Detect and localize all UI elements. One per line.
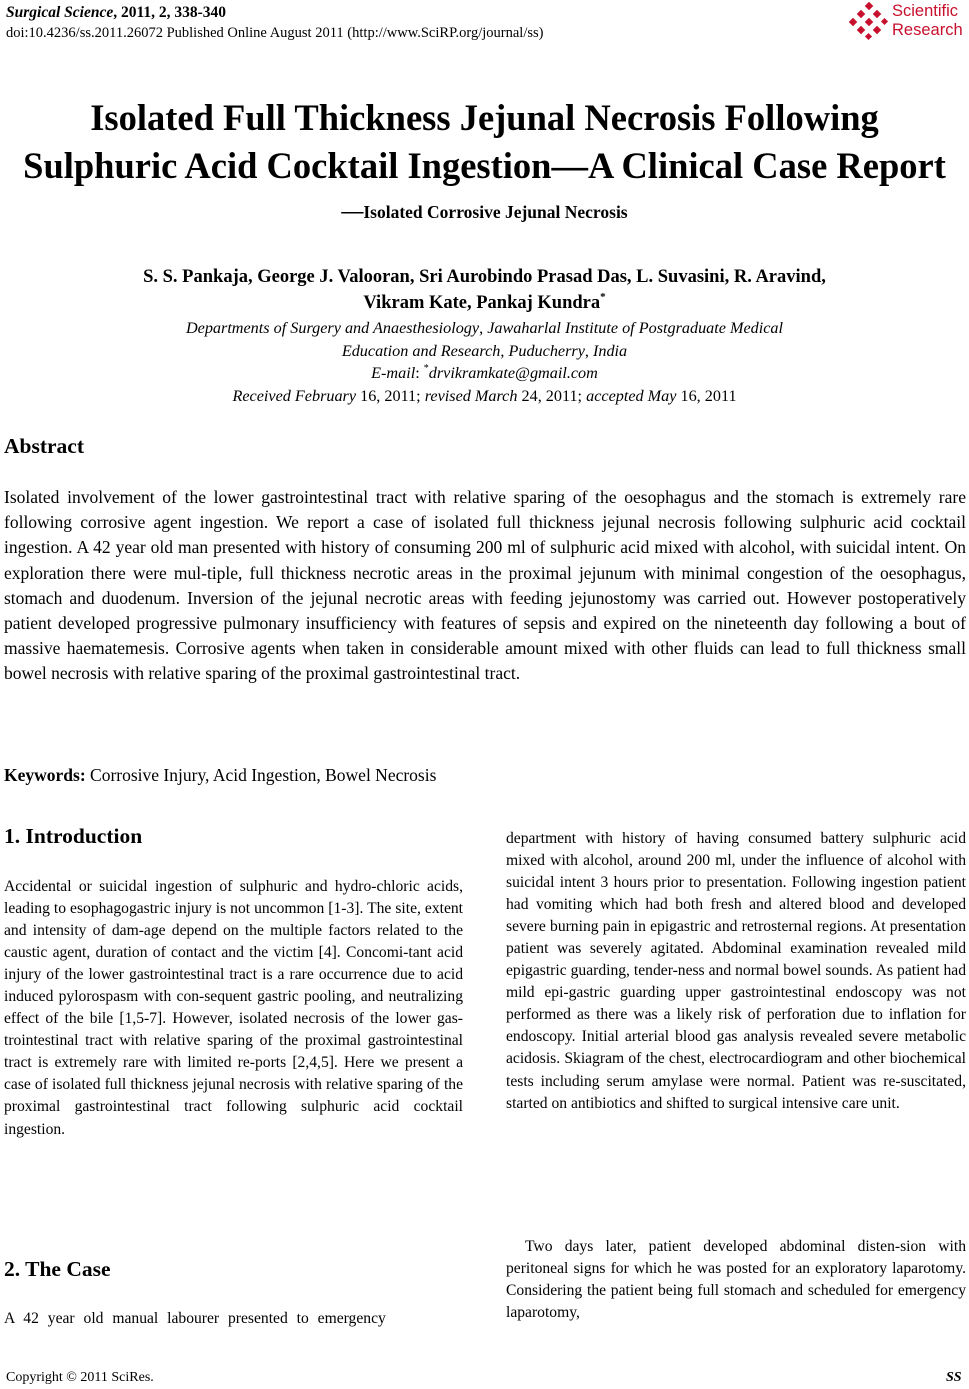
publisher-logo xyxy=(848,2,968,42)
paper-subtitle: —Isolated Corrosive Jejunal Necrosis xyxy=(341,198,628,223)
doi-line: doi:10.4236/ss.2011.26072 Published Online August 2011 (http://www.SciRP.org/journal/ss) xyxy=(6,25,544,41)
copyright-notice: Copyright © 2011 SciRes. xyxy=(6,1370,154,1385)
case-paragraph-start: A 42 year old manual labourer presented to emergency xyxy=(4,1310,386,1327)
publisher-logo-icon xyxy=(848,2,890,42)
paper-title: Isolated Full Thickness Jejunal Necrosis Following Sulphuric Acid Cocktail Ingestion—A Clinical Case Report xyxy=(23,97,946,186)
case-heading: 2. The Case xyxy=(4,1257,111,1281)
keywords-line: Keywords: Corrosive Injury, Acid Ingestion, Bowel Necrosis xyxy=(4,765,437,785)
abstract-heading: Abstract xyxy=(4,434,85,458)
corresponding-author-mark: * xyxy=(600,291,606,303)
journal-volume: , 2011, 2, 338-340 xyxy=(113,4,227,21)
dates-line: Received February 16, 2011; revised March 24, 2011; accepted May 16, 2011 xyxy=(232,386,737,405)
email-line: E-mail: *drvikramkate@gmail.com xyxy=(371,363,598,382)
journal-name: Surgical Science xyxy=(6,4,114,21)
author-list: S. S. Pankaja, George J. Valooran, Sri Aurobindo Prasad Das, L. Suvasini, R. Aravind, Vikram Kate, Pankaj Kundra* xyxy=(143,267,826,313)
journal-abbreviation: SS xyxy=(946,1370,962,1385)
case-paragraph-2: Two days later, patient developed abdominal disten-sion with peritoneal signs for which he was posted for an exploratory laparotomy. Considering the patient being full stomach and scheduled for emergency laparotomy, xyxy=(506,1238,966,1322)
abstract-text: Isolated involvement of the lower gastrointestinal tract with relative sparing of the oesophagus and the stomach is extremely rare following corrosive agent ingestion. We report a case of isolated full thickness jejunal necrosis following sulphuric acid cocktail ingestion. A 42 year old man presented with history of consuming 200 ml of sulphuric acid mixed with alcohol, with suicidal intent. On exploration there were mul-tiple, full thickness necrotic areas in the proximal jejunum with minimal congestion of the oesophagus, stomach and duodenum. Inversion of the jejunal necrotic areas with feeding jejunostomy was carried out. However postoperatively patient developed progressive pulmonary insufficiency with features of sepsis and expired on the nineteenth day following a bout of massive haematemesis. Corrosive agents when taken in considerable amount mixed with other fluids can lead to full thickness small bowel necrosis with relative sparing of the proximal gastrointestinal tract. xyxy=(4,487,966,684)
intro-paragraph: Accidental or suicidal ingestion of sulphuric and hydro-chloric acids, leading to esophagogastric injury is not uncommon [1-3]. The site, extent and intensity of dam-age depend on the multiple factors related to the caustic agent, duration of contact and the victim [4]. Concomi-tant acid injury of the lower gastrointestinal tract is a rare occurrence due to acid induced pylorospasm with con-sequent gastric pooling, and neutralizing effect of the bile [1,5-7]. However, isolated necrosis of the lower gas-trointestinal tract with relative sparing of the proximal gastrointestinal tract is extremely rare with limited re-ports [2,4,5]. Here we present a case of isolated full thickness jejunal necrosis with relative sparing of the proximal gastrointestinal tract following sulphuric acid cocktail ingestion. xyxy=(4,878,463,1138)
email-address[interactable]: drvikramkate@gmail.com xyxy=(428,364,598,382)
publisher-logo-text: Scientific Research xyxy=(892,2,963,39)
intro-heading: 1. Introduction xyxy=(4,824,143,848)
journal-citation xyxy=(6,3,226,22)
affiliation: Departments of Surgery and Anaesthesiology, Jawaharlal Institute of Postgraduate Medical Education and Research, Puducherry, India E-mail: *drvikramkate@gmail.com Received February 16, 2011; revised March 24, 2011; accepted May 16, 2011 xyxy=(0,317,969,407)
case-paragraph-continued: department with history of having consumed battery sulphuric acid mixed with alcohol, around 200 ml, under the influence of alcohol with suicidal intent 3 hours prior to presentation. Following ingestion patient had vomiting which had both fresh and altered blood and developed severe burning pain in epigastric and retrosternal regions. At presentation patient was severely agitated. Abdominal examination revealed mild epigastric guarding, tender-ness and normal bowel sounds. As patient had mild epi-gastric guarding upper gastrointestinal endoscopy was not performed as there was a likely risk of perforation due to inflation for endoscopy. Initial arterial blood gas analysis revealed severe metabolic acidosis. Skiagram of the chest, electrocardiogram and other biochemical tests including serum amylase were normal. Patient was re-suscitated, started on antibiotics and shifted to surgical intensive care unit. xyxy=(506,830,966,1112)
